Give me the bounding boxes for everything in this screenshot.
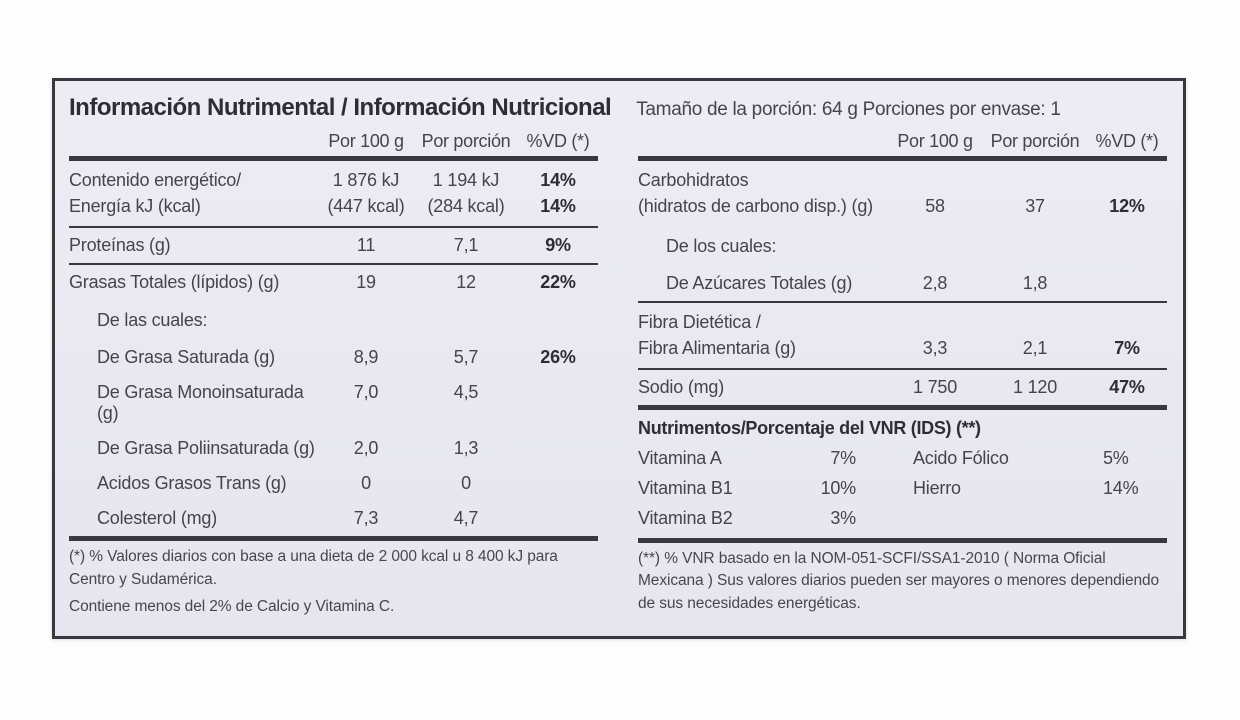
folic-acid-pct: 5%: [1103, 448, 1129, 469]
label-title: Información Nutrimental / Información Nutricional: [69, 94, 612, 121]
saturated-fat-per100: 8,9: [353, 347, 379, 368]
row-trans-fat: [69, 466, 598, 501]
divider: [638, 405, 1167, 410]
proteins-portion: 7,1: [453, 235, 479, 256]
right-footnote: [638, 538, 1167, 615]
iron-label: Hierro: [913, 478, 961, 499]
vitamin-a-pct: 7%: [830, 448, 856, 469]
proteins-label: Proteínas (g): [69, 235, 171, 256]
polyunsaturated-fat-portion: 1,3: [453, 438, 479, 459]
total-fat-label: Grasas Totales (lípidos) (g): [69, 272, 280, 293]
vnr-section-title: Nutrimentos/Porcentaje del VNR (IDS) (**): [638, 418, 981, 439]
vitamin-b2-label: Vitamina B2: [638, 508, 733, 529]
trans-fat-portion: 0: [461, 473, 471, 494]
energy-portion-kcal: (284 kcal): [427, 195, 505, 216]
calcium-vitamin-footnote: Contiene menos del 2% de Calcio y Vitamina C.: [69, 598, 395, 616]
left-footnote: [69, 536, 598, 618]
total-fat-pct: 22%: [540, 272, 576, 293]
sodium-portion: 1 120: [1012, 377, 1058, 398]
energy-label-1: Contenido energético/: [69, 170, 241, 190]
vnr-row-3: [638, 503, 1167, 533]
vitamin-b1-pct: 10%: [820, 478, 856, 499]
iron-pct: 14%: [1103, 478, 1139, 499]
energy-pct-2: 14%: [540, 195, 576, 216]
columns-container: [69, 131, 1167, 615]
nutrition-label: [52, 78, 1186, 639]
cholesterol-portion: 4,7: [453, 508, 479, 529]
row-sodium: [638, 370, 1167, 405]
saturated-fat-portion: 5,7: [453, 347, 479, 368]
folic-acid-label: Acido Fólico: [913, 448, 1009, 469]
energy-portion-kj: 1 194 kJ: [432, 170, 500, 190]
left-column: [69, 131, 598, 615]
saturated-fat-label: De Grasa Saturada (g): [97, 347, 275, 368]
serving-info: Tamaño de la porción: 64 g Porciones por envase: 1: [636, 99, 1061, 120]
sodium-label: Sodio (mg): [638, 377, 725, 398]
proteins-pct: 9%: [545, 235, 571, 256]
row-saturated-fat: [69, 340, 598, 375]
row-polyunsaturated-fat: [69, 431, 598, 466]
vnr-row-2: [638, 473, 1167, 503]
row-total-sugars: [638, 266, 1167, 301]
total-sugars-portion: 1,8: [1022, 273, 1048, 294]
fiber-portion: 2,1: [1022, 337, 1048, 358]
energy-per100-kj: 1 876 kJ: [332, 170, 400, 190]
energy-pct-1: 14%: [540, 170, 576, 190]
total-sugars-per100: 2,8: [922, 273, 948, 294]
pct-vd-header: %VD (*): [526, 131, 590, 151]
vnr-footnote: (**) % VNR basado en la NOM-051-SCFI/SSA1-2010 ( Norma Oficial Mexicana ) Sus valores diarios pueden ser mayores o menores dependiendo de sus necesidades energéticas.: [638, 549, 1160, 612]
divider: [638, 538, 1167, 543]
cholesterol-per100: 7,3: [353, 508, 379, 529]
carbohydrates-label-2: (hidratos de carbono disp.) (g): [638, 195, 873, 216]
pct-vd-header: %VD (*): [1095, 131, 1159, 151]
row-monounsaturated-fat: [69, 375, 598, 431]
per-100g-header: Por 100 g: [897, 131, 973, 151]
trans-fat-label: Acidos Grasos Trans (g): [97, 473, 287, 494]
sodium-pct: 47%: [1109, 377, 1145, 398]
right-column-header: [638, 131, 1167, 152]
carbohydrates-label-1: Carbohidratos: [638, 170, 749, 190]
vitamin-a-label: Vitamina A: [638, 448, 722, 469]
vitamin-b2-pct: 3%: [830, 508, 856, 529]
of-which-label: De los cuales:: [666, 236, 777, 257]
of-which-label: De las cuales:: [97, 310, 208, 331]
cholesterol-label: Colesterol (mg): [97, 508, 218, 529]
polyunsaturated-fat-per100: 2,0: [353, 438, 379, 459]
row-cholesterol: [69, 501, 598, 536]
energy-per100-kcal: (447 kcal): [327, 195, 405, 216]
row-fiber: [638, 303, 1167, 368]
fiber-per100: 3,3: [922, 337, 948, 358]
polyunsaturated-fat-label: De Grasa Poliinsaturada (g): [97, 438, 315, 459]
row-total-fat: [69, 265, 598, 300]
divider: [69, 536, 598, 541]
carbohydrates-pct: 12%: [1109, 195, 1145, 216]
left-column-header: [69, 131, 598, 152]
total-fat-per100: 19: [356, 272, 376, 293]
row-of-which-right: [638, 226, 1167, 266]
monounsaturated-fat-label: De Grasa Monoinsaturada (g): [97, 382, 304, 424]
vnr-row-1: [638, 443, 1167, 473]
fiber-label-2: Fibra Alimentaria (g): [638, 337, 796, 358]
per-portion-header: Por porción: [421, 131, 511, 151]
monounsaturated-fat-per100: 7,0: [353, 382, 379, 403]
row-carbohydrates: [638, 161, 1167, 226]
vitamin-b1-label: Vitamina B1: [638, 478, 733, 499]
proteins-per100: 11: [356, 235, 376, 256]
energy-label-2: Energía kJ (kcal): [69, 195, 201, 216]
label-header: [69, 94, 1167, 122]
per-portion-header: Por porción: [990, 131, 1080, 151]
row-energy: [69, 161, 598, 226]
row-of-which-left: [69, 300, 598, 340]
fiber-label-1: Fibra Dietética /: [638, 312, 761, 333]
row-proteins: [69, 228, 598, 263]
sodium-per100: 1 750: [912, 377, 958, 398]
right-column: [638, 131, 1167, 615]
daily-values-footnote: (*) % Valores diarios con base a una dieta de 2 000 kcal u 8 400 kJ para Centro y Sudamérica.: [69, 548, 558, 588]
carbohydrates-per100: 58: [925, 195, 945, 216]
saturated-fat-pct: 26%: [540, 347, 576, 368]
monounsaturated-fat-portion: 4,5: [453, 382, 479, 403]
fiber-pct: 7%: [1114, 337, 1140, 358]
total-fat-portion: 12: [456, 272, 476, 293]
carbohydrates-portion: 37: [1025, 195, 1045, 216]
per-100g-header: Por 100 g: [328, 131, 404, 151]
total-sugars-label: De Azúcares Totales (g): [666, 273, 853, 294]
trans-fat-per100: 0: [361, 473, 371, 494]
